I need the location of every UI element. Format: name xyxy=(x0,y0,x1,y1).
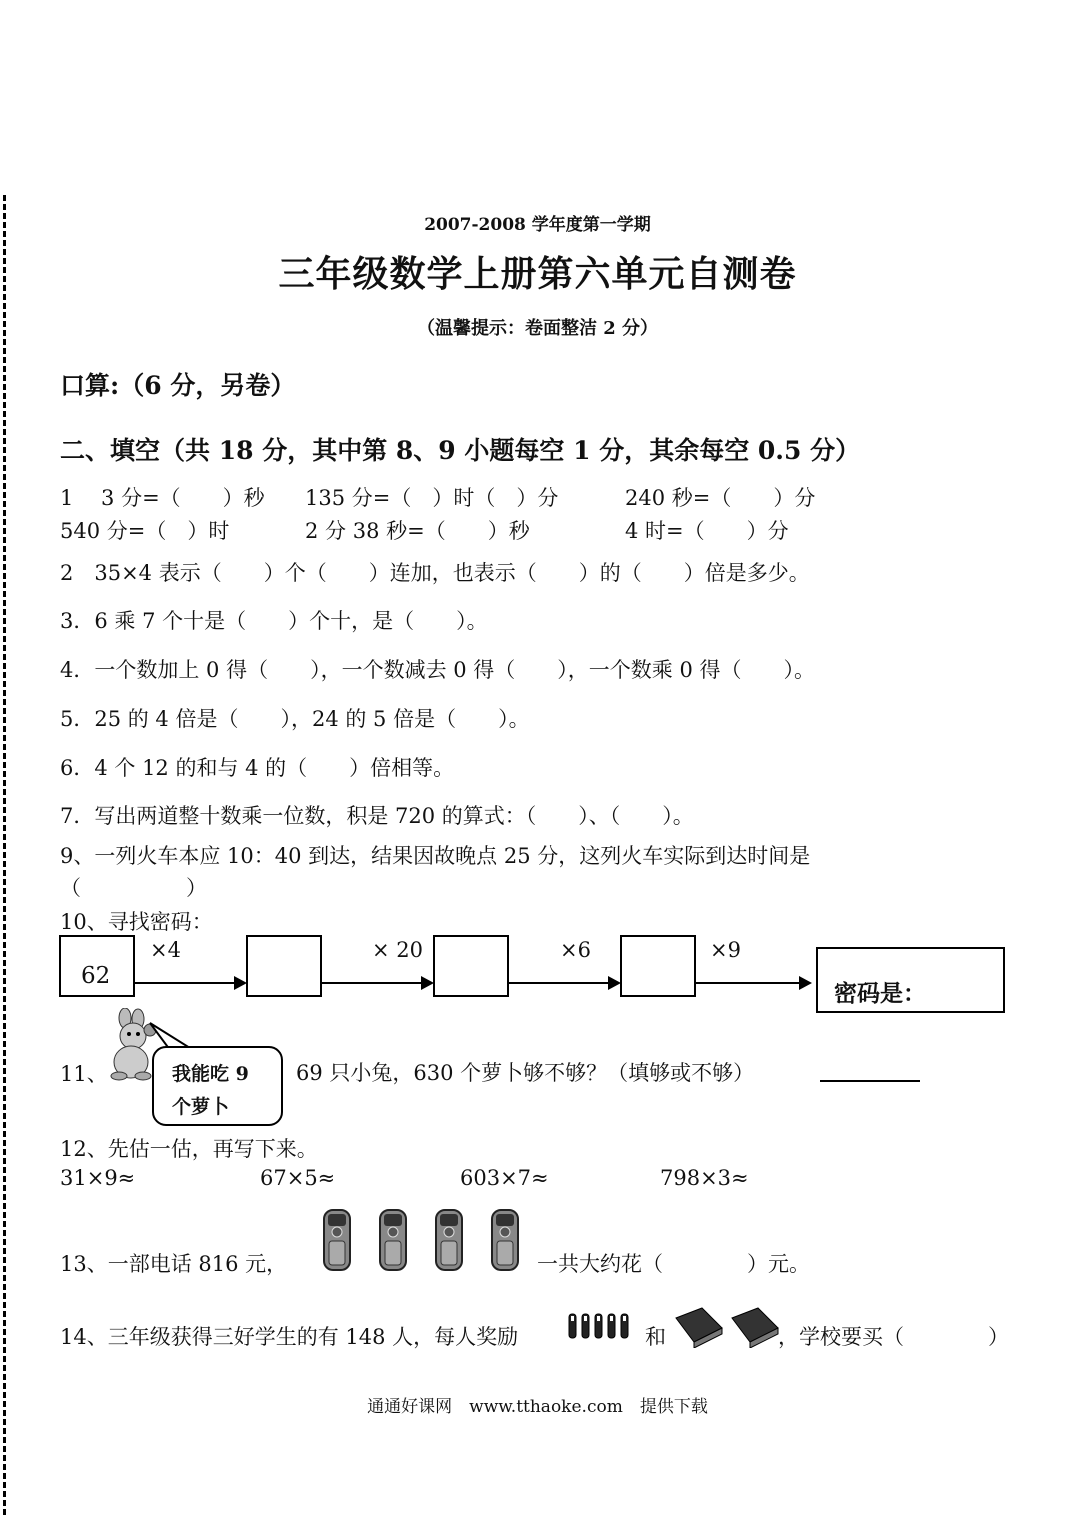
op-1: ×4 xyxy=(150,938,181,962)
q12-item-3: 603×7≈ xyxy=(460,1166,549,1190)
arrow-1 xyxy=(135,982,245,984)
q1-b: 135 分=（ ）时（ ）分 xyxy=(305,486,559,510)
answer-box-1[interactable] xyxy=(246,935,322,997)
q11-text: 69 只小兔，630 个萝卜够不够？（填够或不够） xyxy=(296,1061,755,1085)
subtitle: 2007-2008 学年度第一学期 xyxy=(424,215,651,235)
q9-line1: 9、一列火车本应 10：40 到达，结果因故晚点 25 分，这列火车实际到达时间是 xyxy=(60,844,811,868)
arrow-3 xyxy=(509,982,619,984)
q11-number: 11、 xyxy=(60,1062,108,1086)
op-3: ×6 xyxy=(560,938,591,962)
q2: 2 35×4 表示（ ）个（ ）连加，也表示（ ）的（ ）倍是多少。 xyxy=(60,561,810,585)
q5: 5．25 的 4 倍是（ ），24 的 5 倍是（ ）。 xyxy=(60,707,530,731)
notebook-icon xyxy=(676,1308,722,1348)
phone-icon xyxy=(436,1210,462,1270)
q1-f: 4 时=（ ）分 xyxy=(625,519,789,543)
q13-after: 一共大约花（ ）元。 xyxy=(537,1252,810,1276)
answer-box-3[interactable] xyxy=(620,935,696,997)
op-4: ×9 xyxy=(710,938,741,962)
arrow-4 xyxy=(696,982,810,984)
q12-item-2: 67×5≈ xyxy=(260,1166,336,1190)
arrow-2 xyxy=(322,982,432,984)
result-box[interactable] xyxy=(816,947,1005,1013)
q7: 7．写出两道整十数乘一位数，积是 720 的算式：（ ）、（ ）。 xyxy=(60,804,694,828)
phone-icon xyxy=(380,1210,406,1270)
q1-e: 2 分 38 秒=（ ）秒 xyxy=(305,519,530,543)
cut-line xyxy=(3,195,6,1515)
q14-after: ，学校要买（ ） xyxy=(778,1325,1009,1349)
q13-before: 13、一部电话 816 元， xyxy=(60,1252,288,1276)
q12-item-4: 798×3≈ xyxy=(660,1166,749,1190)
start-box xyxy=(59,935,135,997)
tip: （温馨提示：卷面整洁 2 分） xyxy=(416,318,659,339)
q3: 3．6 乘 7 个十是（ ）个十，是（ ）。 xyxy=(60,609,488,633)
q9-line2: （ ） xyxy=(60,876,207,900)
phone-icon xyxy=(492,1210,518,1270)
bubble-line-1: 我能吃 9 xyxy=(172,1063,249,1085)
footer: 通通好课网 www.tthaoke.com 提供下载 xyxy=(367,1397,708,1417)
q6: 6．4 个 12 的和与 4 的（ ）倍相等。 xyxy=(60,756,455,780)
speech-bubble xyxy=(152,1046,283,1126)
q14-mid: 和 xyxy=(645,1325,666,1349)
section1-heading: 口算:（6 分，另卷） xyxy=(60,371,296,400)
answer-box-2[interactable] xyxy=(433,935,509,997)
q10-label: 10、寻找密码： xyxy=(60,910,213,934)
notebook-icons xyxy=(674,1304,784,1348)
start-number: 62 xyxy=(81,963,111,989)
q4: 4．一个数加上 0 得（ ），一个数减去 0 得（ ），一个数乘 0 得（ ）。 xyxy=(60,658,815,682)
page-title: 三年级数学上册第六单元自测卷 xyxy=(278,254,797,295)
result-label: 密码是： xyxy=(834,980,926,1007)
q1-c: 240 秒=（ ）分 xyxy=(625,486,816,510)
op-2: × 20 xyxy=(372,938,423,962)
section2-heading: 二、填空（共 18 分，其中第 8、9 小题每空 1 分，其余每空 0.5 分） xyxy=(60,436,861,465)
notebook-icon xyxy=(732,1308,778,1348)
pen-set-icon xyxy=(565,1306,635,1346)
bubble-line-2: 个萝卜 xyxy=(172,1096,230,1118)
phone-icon xyxy=(324,1210,350,1270)
q12-item-1: 31×9≈ xyxy=(60,1166,136,1190)
phone-icons xyxy=(322,1208,532,1272)
q1-a: 1 3 分=（ ）秒 xyxy=(60,486,265,510)
q1-d: 540 分=（ ）时 xyxy=(60,519,230,543)
q11-answer-line[interactable] xyxy=(820,1080,920,1082)
q14-before: 14、三年级获得三好学生的有 148 人，每人奖励 xyxy=(60,1325,519,1349)
q12-label: 12、先估一估，再写下来。 xyxy=(60,1137,318,1161)
